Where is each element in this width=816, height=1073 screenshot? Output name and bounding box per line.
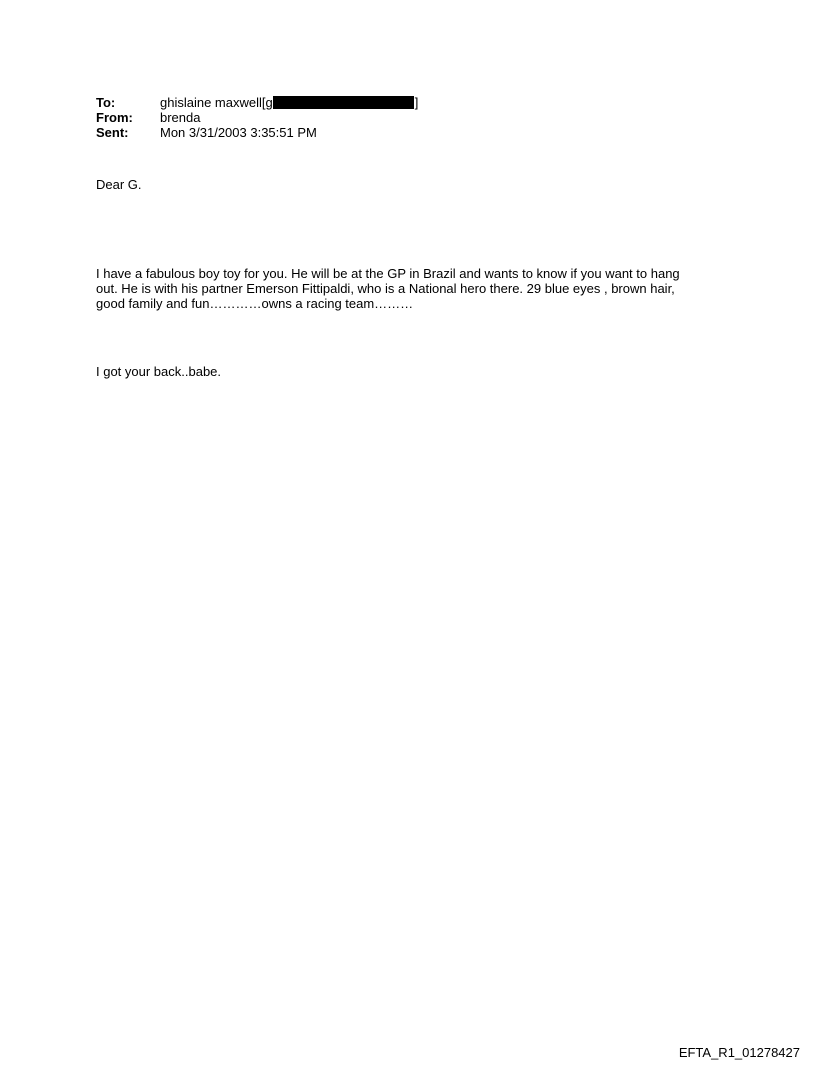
sent-label: Sent: [96, 125, 129, 140]
greeting: Dear G. [96, 177, 142, 192]
recipient-text: ghislaine maxwell[g [160, 95, 273, 110]
closing-line: I got your back..babe. [96, 364, 222, 379]
sent-value: Mon 3/31/2003 3:35:51 PM [160, 125, 317, 140]
document-id: EFTA_R1_01278427 [678, 1045, 800, 1060]
recipient-close-bracket: ] [414, 95, 419, 110]
redaction-block [273, 96, 414, 109]
from-row [96, 110, 418, 125]
body-paragraph: I have a fabulous boy toy for you. He will be at the GP in Brazil and wants to know if you want to hang out. He is with his partner Emerson Fittipaldi, who is a National hero there. 29 blue eyes , brown hair, good family and fun…………owns a racing team……… [96, 266, 680, 311]
to-value [160, 95, 418, 110]
to-row [96, 95, 418, 110]
email-header [96, 95, 418, 140]
from-label: From: [96, 110, 133, 125]
sent-row [96, 125, 418, 140]
to-label: To: [96, 95, 116, 110]
from-value: brenda [160, 110, 201, 125]
